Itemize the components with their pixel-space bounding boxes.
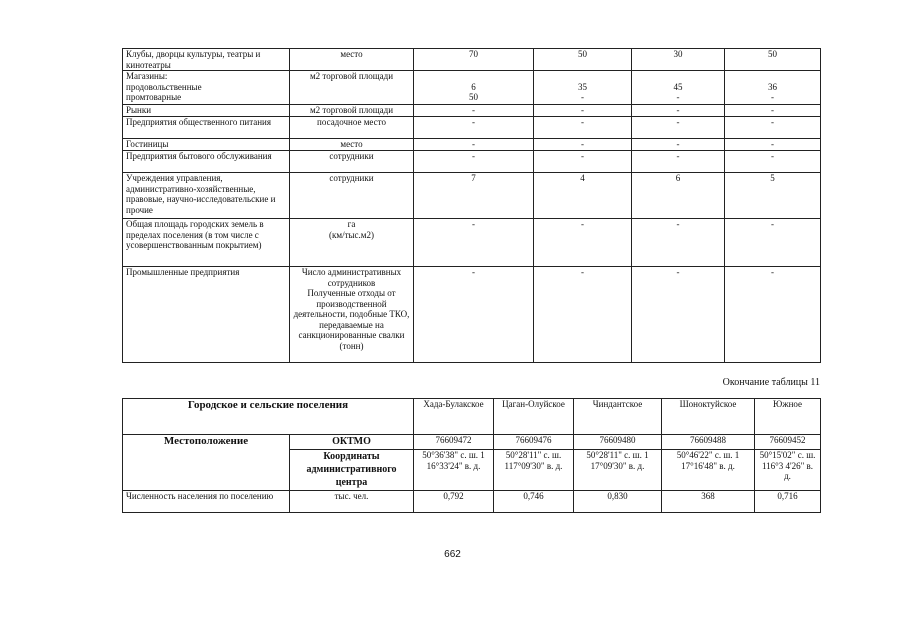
row-unit: посадочное место	[290, 117, 414, 139]
oktmo-value: 76609476	[494, 435, 574, 450]
row-name: Общая площадь городских земель в пределах поселения (в том числе с усовершенствованным покрытием)	[123, 219, 290, 267]
table-row	[123, 267, 821, 363]
row-name: Гостиницы	[123, 139, 290, 151]
settlement-name: Южное	[755, 399, 821, 435]
row-unit: место	[290, 49, 414, 71]
row-unit: Число административных сотрудников Полученные отходы от производственной деятельности, подобные ТКО, передаваемые на санкционированные свалки (тонн)	[290, 267, 414, 363]
row-value: -	[414, 139, 534, 151]
row-value: -	[534, 105, 632, 117]
row-unit: м2 торговой площади	[290, 105, 414, 117]
row-value: -	[632, 139, 725, 151]
row-value: 35 -	[534, 71, 632, 105]
row-value: -	[414, 117, 534, 139]
row-value: 50	[725, 49, 821, 71]
services-table	[122, 48, 821, 363]
row-name: Предприятия бытового обслуживания	[123, 151, 290, 173]
table-row	[123, 219, 821, 267]
table-row	[123, 105, 821, 117]
row-name: Предприятия общественного питания	[123, 117, 290, 139]
coords-label: Координаты административного центра	[290, 450, 414, 491]
population-value: 0,746	[494, 491, 574, 513]
row-value: -	[414, 105, 534, 117]
table-row	[123, 139, 821, 151]
population-label: Численность населения по поселению	[123, 491, 290, 513]
table-caption: Окончание таблицы 11	[722, 377, 820, 388]
row-unit: сотрудники	[290, 151, 414, 173]
row-value: -	[534, 117, 632, 139]
population-value: 0,792	[414, 491, 494, 513]
row-value: -	[725, 219, 821, 267]
location-label: Местоположение	[123, 435, 290, 491]
settlement-name: Хада-Булакское	[414, 399, 494, 435]
population-unit: тыс. чел.	[290, 491, 414, 513]
row-value: 30	[632, 49, 725, 71]
row-name: Магазины: продовольственные промтоварные	[123, 71, 290, 105]
row-value: 6	[632, 173, 725, 219]
row-name: Клубы, дворцы культуры, театры и кинотеатры	[123, 49, 290, 71]
row-value: -	[414, 267, 534, 363]
row-value: -	[725, 105, 821, 117]
row-name: Учреждения управления, административно-хозяйственные, правовые, научно-исследовательские и прочие	[123, 173, 290, 219]
population-value: 0,716	[755, 491, 821, 513]
population-value: 368	[662, 491, 755, 513]
settlements-table	[122, 398, 821, 513]
row-unit: га (км/тыс.м2)	[290, 219, 414, 267]
oktmo-label: ОКТМО	[290, 435, 414, 450]
settlements-header-label: Городское и сельские поселения	[123, 399, 414, 435]
row-name: Промышленные предприятия	[123, 267, 290, 363]
row-value: -	[534, 219, 632, 267]
settlement-name: Цаган-Олуйское	[494, 399, 574, 435]
table-row	[123, 71, 821, 105]
row-value: -	[632, 151, 725, 173]
oktmo-value: 76609452	[755, 435, 821, 450]
row-value: 4	[534, 173, 632, 219]
row-value: -	[632, 267, 725, 363]
row-unit: место	[290, 139, 414, 151]
row-value: -	[725, 139, 821, 151]
coords-value: 50°28'11" с. ш. 117°09'30" в. д.	[494, 450, 574, 491]
row-value: -	[632, 219, 725, 267]
row-unit: сотрудники	[290, 173, 414, 219]
row-name: Рынки	[123, 105, 290, 117]
table-row	[123, 173, 821, 219]
table-row	[123, 151, 821, 173]
settlement-name: Чиндантское	[574, 399, 662, 435]
row-value: -	[725, 267, 821, 363]
row-value: -	[534, 151, 632, 173]
settlement-name: Шоноктуйское	[662, 399, 755, 435]
coords-value: 50°15'02" с. ш. 116°3 4'26" в. д.	[755, 450, 821, 491]
oktmo-value: 76609472	[414, 435, 494, 450]
row-value: -	[414, 151, 534, 173]
row-value: -	[725, 151, 821, 173]
oktmo-value: 76609480	[574, 435, 662, 450]
table-row	[123, 117, 821, 139]
row-value: 6 50	[414, 71, 534, 105]
row-unit: м2 торговой площади	[290, 71, 414, 105]
row-value: 36 -	[725, 71, 821, 105]
row-value: -	[632, 105, 725, 117]
row-value: 45 -	[632, 71, 725, 105]
row-value: -	[414, 219, 534, 267]
page-number: 662	[444, 549, 461, 560]
table-row	[123, 49, 821, 71]
population-value: 0,830	[574, 491, 662, 513]
oktmo-value: 76609488	[662, 435, 755, 450]
row-value: 70	[414, 49, 534, 71]
coords-value: 50°46'22" с. ш. 1 17°16'48" в. д.	[662, 450, 755, 491]
row-value: -	[725, 117, 821, 139]
row-value: 50	[534, 49, 632, 71]
row-value: -	[534, 267, 632, 363]
row-value: -	[534, 139, 632, 151]
coords-value: 50°28'11" с. ш. 1 17°09'30" в. д.	[574, 450, 662, 491]
row-value: -	[632, 117, 725, 139]
row-value: 7	[414, 173, 534, 219]
coords-value: 50°36'38" с. ш. 1 16°33'24" в. д.	[414, 450, 494, 491]
row-value: 5	[725, 173, 821, 219]
